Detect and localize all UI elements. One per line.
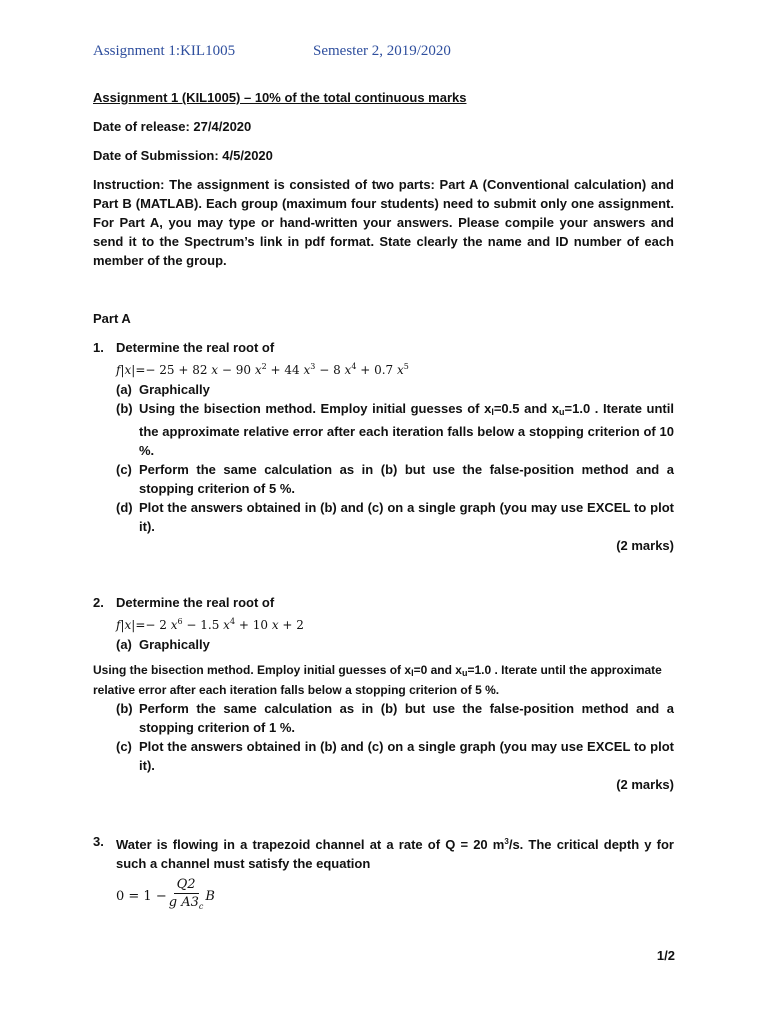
question-2-equation: f|x|=− 2 $x^6 - 1.5$ $x^4 + 10$ x + 2 bbox=[116, 617, 304, 632]
question-1-marks: (2 marks) bbox=[616, 538, 674, 553]
page-number: 1/2 bbox=[656, 948, 675, 963]
part-a-heading: Part A bbox=[93, 311, 131, 326]
release-date: Date of release: 27/4/2020 bbox=[93, 119, 252, 134]
question-1-part-d: (d) Plot the answers obtained in (b) and (c) on a single graph (you may use EXCEL to plot it). bbox=[116, 500, 674, 534]
question-2-text: Determine the real root of bbox=[116, 595, 275, 610]
question-1-equation: f|x|=− 25 + 82 x − 90 $x^2 + 44$ $x^3 - 8$ $x^4 + 0.7$ $x^5$ bbox=[116, 362, 409, 377]
question-2-part-a: (a) Graphically bbox=[116, 637, 210, 652]
header-assignment: Assignment 1:KIL1005 bbox=[93, 43, 236, 59]
question-1-number: 1. bbox=[93, 340, 104, 355]
question-3: 3. Water is flowing in a trapezoid channel at a rate of Q = 20 $m^3/s$. The critical depth y for such a channel must satisfy the equation bbox=[93, 834, 674, 871]
question-2 bbox=[93, 593, 674, 612]
header-semester: Semester 2, 2019/2020 bbox=[313, 43, 451, 59]
question-1-text: Determine the real root of bbox=[116, 340, 275, 355]
question-2-marks: (2 marks) bbox=[616, 777, 674, 792]
question-2-part-c: (c) Plot the answers obtained in (b) and (c) on a single graph (you may use EXCEL to plot it). bbox=[116, 739, 674, 773]
question-3-number: 3. bbox=[93, 834, 104, 849]
page-header bbox=[93, 43, 451, 60]
submission-date: Date of Submission: 4/5/2020 bbox=[93, 148, 273, 163]
question-1-part-b: (b) Using the bisection method. Employ initial guesses of xl=0.5 and xu=1.0 . Iterate until the approximate relative error after each iteration falls below a stopping criterion of 10 %. bbox=[116, 401, 674, 458]
document-body bbox=[93, 88, 674, 919]
question-1 bbox=[93, 338, 674, 357]
question-3-equation: 0 = 1 − $\frac{Q2}{g A3_c}$ B bbox=[116, 876, 215, 911]
instruction-paragraph: Instruction: The assignment is consisted of two parts: Part A (Conventional calculation) and Part B (MATLAB). Each group (maximum four students) need to submit only one assignment. For Part A, you may type or hand-written your answers. Please compile your answers and send it to the Spectrum’s link in pdf format. State clearly the name and ID number of each member of the group. bbox=[93, 177, 674, 268]
question-2-bisection-note: Using the bisection method. Employ initial guesses of xl=0 and xu=1.0 . Iterate until the approximate relative error after each iteration falls below a stopping criterion of 5 %. bbox=[93, 663, 662, 697]
question-2-part-b: (b) Perform the same calculation as in (b) but use the false-position method and a stopping criterion of 1 %. bbox=[116, 701, 674, 735]
question-1-part-c: (c) Perform the same calculation as in (b) but use the false-position method and a stopping criterion of 5 %. bbox=[116, 462, 674, 496]
question-2-number: 2. bbox=[93, 595, 104, 610]
question-1-part-a: (a) Graphically bbox=[116, 382, 210, 397]
document-title: Assignment 1 (KIL1005) – 10% of the total continuous marks bbox=[93, 90, 467, 105]
